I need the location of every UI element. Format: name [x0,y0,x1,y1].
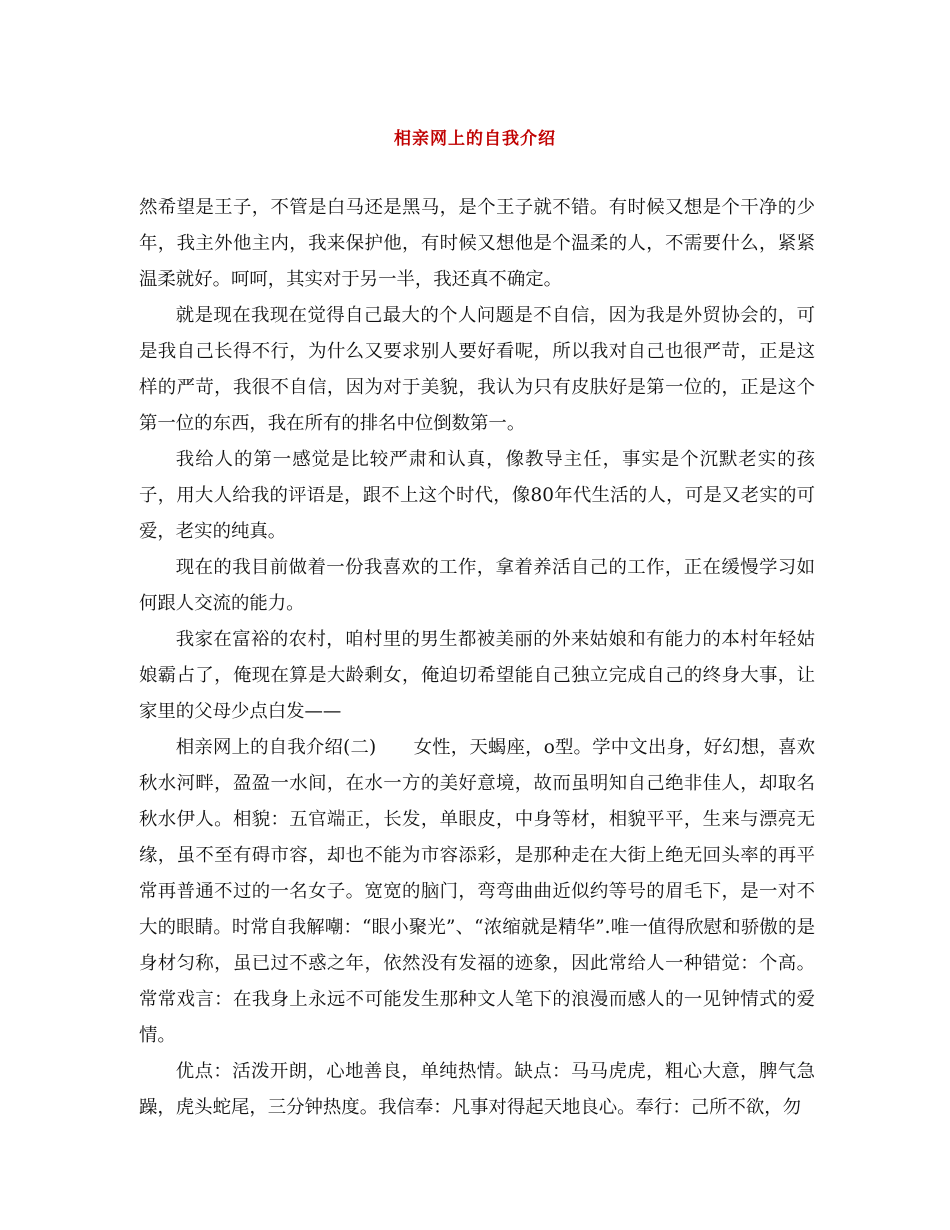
paragraph-1: 然希望是王子，不管是白马还是黑马，是个王子就不错。有时候又想是个干净的少年，我主外他主内，我来保护他，有时候又想他是个温柔的人，不需要什么，紧紧温柔就好。呵呵，其实对于另一半，我还真不确定。 [139,197,815,290]
document-title: 相亲网上的自我介绍 [394,129,556,149]
paragraph-5: 我家在富裕的农村，咱村里的男生都被美丽的外来姑娘和有能力的本村年轻姑娘霸占了，俺现在算是大龄剩女，俺迫切希望能自己独立完成自己的终身大事，让家里的父母少点白发—— [139,629,815,722]
paragraph-2: 就是现在我现在觉得自己最大的个人问题是不自信，因为我是外贸协会的，可是我自己长得不行，为什么又要求别人要好看呢，所以我对自己也很严苛，正是这样的严苛，我很不自信，因为对于美貌，我认为只有皮肤好是第一位的，正是这个第一位的东西，我在所有的排名中位倒数第一。 [139,305,815,434]
paragraph-7: 优点：活泼开朗，心地善良，单纯热情。缺点：马马虎虎，粗心大意，脾气急躁，虎头蛇尾，三分钟热度。我信奉：凡事对得起天地良心。奉行：己所不欲，勿 [139,1061,815,1118]
paragraph-6: 相亲网上的自我介绍(二) 女性，天蝎座，o型。学中文出身，好幻想，喜欢秋水河畔，盈盈一水间，在水一方的美好意境，故而虽明知自己绝非佳人，却取名秋水伊人。相貌：五官端正，长发，单眼皮，中身等材，相貌平平，生来与漂亮无缘，虽不至有碍市容，却也不能为市容添彩，是那种走在大街上绝无回头率的再平常再普通不过的一名女子。宽宽的脑门，弯弯曲曲近似约等号的眉毛下，是一对不大的眼睛。时常自我解嘲：“眼小聚光”、“浓缩就是精华”.唯一值得欣慰和骄傲的是身材匀称，虽已过不惑之年，依然没有发福的迹象，因此常给人一种错觉：个高。常常戏言：在我身上永远不可能发生那种文人笔下的浪漫而感人的一见钟情式的爱情。 [139,737,815,1046]
document-body [139,190,815,1126]
paragraph-4: 现在的我目前做着一份我喜欢的工作，拿着养活自己的工作，正在缓慢学习如何跟人交流的能力。 [139,557,815,614]
paragraph-3: 我给人的第一感觉是比较严肃和认真，像教导主任，事实是个沉默老实的孩子，用大人给我的评语是，跟不上这个时代，像80年代生活的人，可是又老实的可爱，老实的纯真。 [139,449,815,542]
